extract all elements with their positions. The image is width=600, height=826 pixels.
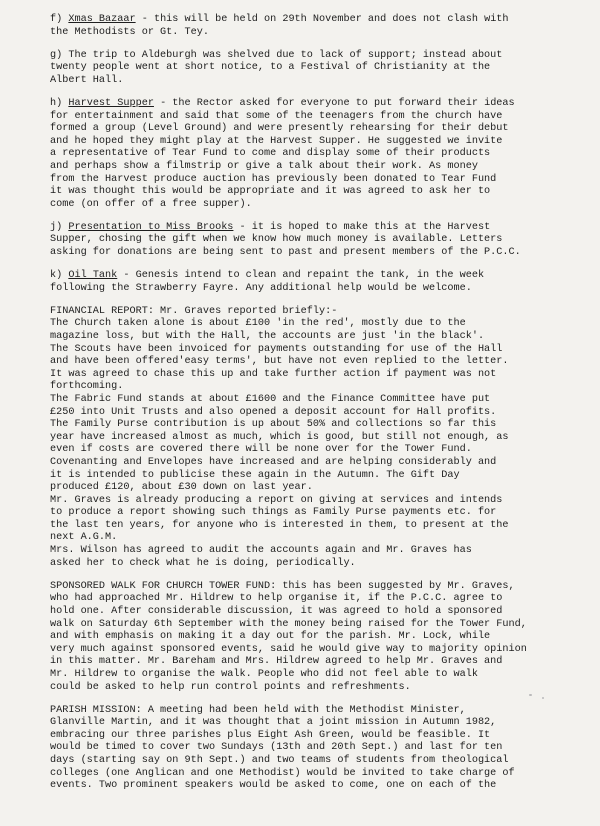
financial-line-21: asked her to check what he is doing, periodically. xyxy=(50,557,356,569)
item-title: Oil Tank xyxy=(68,270,118,282)
item-h-line-7: from the Harvest produce auction has previously been donated to Tear Fund xyxy=(50,173,497,185)
sponsored-line-8: Mr. Hildrew to organise the walk. People who did not feel able to walk xyxy=(50,668,478,680)
item-presentation-miss-brooks xyxy=(50,222,562,260)
financial-report xyxy=(50,306,562,570)
financial-line-7: forthcoming. xyxy=(50,381,124,393)
item-aldeburgh-trip xyxy=(50,50,562,88)
mission-line-2: Glanville Martin, and it was thought that a joint mission in Autumn 1982, xyxy=(50,717,497,729)
financial-line-14: it is intended to publicise these again in the Autumn. The Gift Day xyxy=(50,469,460,481)
sponsored-line-3: hold one. After considerable discussion, it was agreed to hold a sponsored xyxy=(50,605,503,617)
sponsored-walk xyxy=(50,581,562,694)
financial-line-2: The Church taken alone is about £100 'in the red', mostly due to the xyxy=(50,318,466,330)
item-text: - this will be held on 29th November and does not clash with xyxy=(135,14,509,25)
financial-line-13: Covenanting and Envelopes have increased and are helping considerably and xyxy=(50,456,497,468)
item-k-line-1 xyxy=(50,270,562,283)
item-marker: f) xyxy=(50,14,63,25)
item-xmas-bazaar xyxy=(50,14,562,39)
sponsored-line-6: very much against sponsored events, said he would give way to majority opinion xyxy=(50,643,527,655)
financial-line-19: next A.G.M. xyxy=(50,532,118,544)
item-h-line-1 xyxy=(50,98,562,111)
item-marker: h) xyxy=(50,97,63,109)
item-h-line-6: and perhaps show a filmstrip or give a talk about their work. As money xyxy=(50,160,478,172)
item-text: - it is hoped to make this at the Harvest xyxy=(233,221,491,233)
item-title: Harvest Supper xyxy=(68,97,154,109)
mission-line-3: embracing our three parishes plus Eight Ash Green, would be feasible. It xyxy=(50,729,491,741)
sponsored-line-2: who had approached Mr. Hildrew to help organise it, if the P.C.C. agree to xyxy=(50,593,503,605)
item-title: Xmas Bazaar xyxy=(68,14,136,25)
financial-line-6: It was agreed to chase this up and take further action if payment was not xyxy=(50,368,497,380)
financial-line-8: The Fabric Fund stands at about £1600 and the Finance Committee have put xyxy=(50,393,491,405)
paper-speck xyxy=(529,694,532,696)
mission-line-4: would be timed to cover two Sundays (13th and 20th Sept.) and last for ten xyxy=(50,742,503,754)
mission-line-5: days (starting say on 9th Sept.) and two teams of students from theological xyxy=(50,754,509,766)
financial-line-18: the last ten years, for anyone who is interested in them, to present at the xyxy=(50,519,509,531)
financial-line-4: The Scouts have been invoiced for payments outstanding for use of the Hall xyxy=(50,343,503,355)
financial-line-17: to produce a report showing such things as Family Purse payments etc. for xyxy=(50,507,497,519)
paper-speck xyxy=(542,697,544,699)
item-title: Presentation to Miss Brooks xyxy=(68,221,234,233)
item-k-line-2: following the Strawberry Fayre. Any additional help would be welcome. xyxy=(50,282,472,294)
mission-line-1: PARISH MISSION: A meeting had been held with the Methodist Minister, xyxy=(50,704,466,716)
financial-line-20: Mrs. Wilson has agreed to audit the accounts again and Mr. Graves has xyxy=(50,545,472,557)
parish-mission xyxy=(50,705,562,793)
financial-line-12: even if costs are covered there will be none over for the Tower Fund. xyxy=(50,444,472,456)
item-harvest-supper xyxy=(50,98,562,211)
item-f-line-1 xyxy=(50,14,562,27)
financial-line-16: Mr. Graves is already producing a report on giving at services and intends xyxy=(50,494,503,506)
item-text: - the Rector asked for everyone to put forward their ideas xyxy=(153,97,515,109)
sponsored-line-5: and with emphasis on making it a day out for the parish. Mr. Lock, while xyxy=(50,631,491,643)
item-j-line-3: asking for donations are being sent to past and present members of the P.C.C. xyxy=(50,247,521,258)
financial-line-10: The Family Purse contribution is up about 50% and collections so far this xyxy=(50,419,497,431)
mission-line-7: events. Two prominent speakers would be asked to come, one on each of the xyxy=(50,780,497,792)
financial-line-11: year have increased almost as much, which is good, but still not enough, as xyxy=(50,431,509,443)
financial-line-1: FINANCIAL REPORT: Mr. Graves reported briefly:- xyxy=(50,305,338,317)
sponsored-line-1: SPONSORED WALK FOR CHURCH TOWER FUND: this has been suggested by Mr. Graves, xyxy=(50,580,515,592)
item-j-line-1 xyxy=(50,222,562,235)
item-h-line-2: for entertainment and said that some of the teenagers from the church have xyxy=(50,110,503,122)
item-g-line-2: twenty people went at short notice, to a Festival of Christianity at the xyxy=(50,62,491,74)
item-text: - Genesis intend to clean and repaint the tank, in the week xyxy=(117,270,485,282)
financial-line-9: £250 into Unit Trusts and also opened a deposit account for Hall profits. xyxy=(50,406,497,418)
sponsored-line-7: in this matter. Mr. Bareham and Mrs. Hildrew agreed to help Mr. Graves and xyxy=(50,656,503,668)
sponsored-line-9: could be asked to help run control points and refreshments. xyxy=(50,681,411,693)
item-h-line-5: a representative of Tear Fund to come and display some of their products xyxy=(50,148,491,160)
item-h-line-9: come (on offer of a free supper). xyxy=(50,198,252,210)
item-oil-tank xyxy=(50,270,562,295)
item-f-line-2: the Methodists or Gt. Tey. xyxy=(50,26,209,38)
item-h-line-4: and he hoped they might play at the Harvest Supper. He suggested we invite xyxy=(50,135,503,147)
item-h-line-8: it was thought this would be appropriate and it was agreed to ask her to xyxy=(50,186,491,198)
financial-line-15: produced £120, about £30 down on last year. xyxy=(50,482,313,494)
item-j-line-2: Supper, chosing the gift when we know how much money is available. Letters xyxy=(50,234,503,246)
item-marker: k) xyxy=(50,270,63,282)
item-h-line-3: formed a group (Level Ground) and were presently rehearsing for their debut xyxy=(50,123,509,135)
financial-line-3: magazine loss, but with the Hall, the accounts are just 'in the black'. xyxy=(50,330,485,342)
item-g-line-3: Albert Hall. xyxy=(50,74,124,86)
mission-line-6: colleges (one Anglican and one Methodist) would be invited to take charge of xyxy=(50,767,515,779)
financial-line-5: and have been offered'easy terms', but have not even replied to the letter. xyxy=(50,356,509,368)
sponsored-line-4: walk on Saturday 6th September with the money being raised for the Tower Fund, xyxy=(50,618,527,630)
item-marker: j) xyxy=(50,221,63,233)
item-g-line-1: g) The trip to Aldeburgh was shelved due to lack of support; instead about xyxy=(50,49,503,61)
